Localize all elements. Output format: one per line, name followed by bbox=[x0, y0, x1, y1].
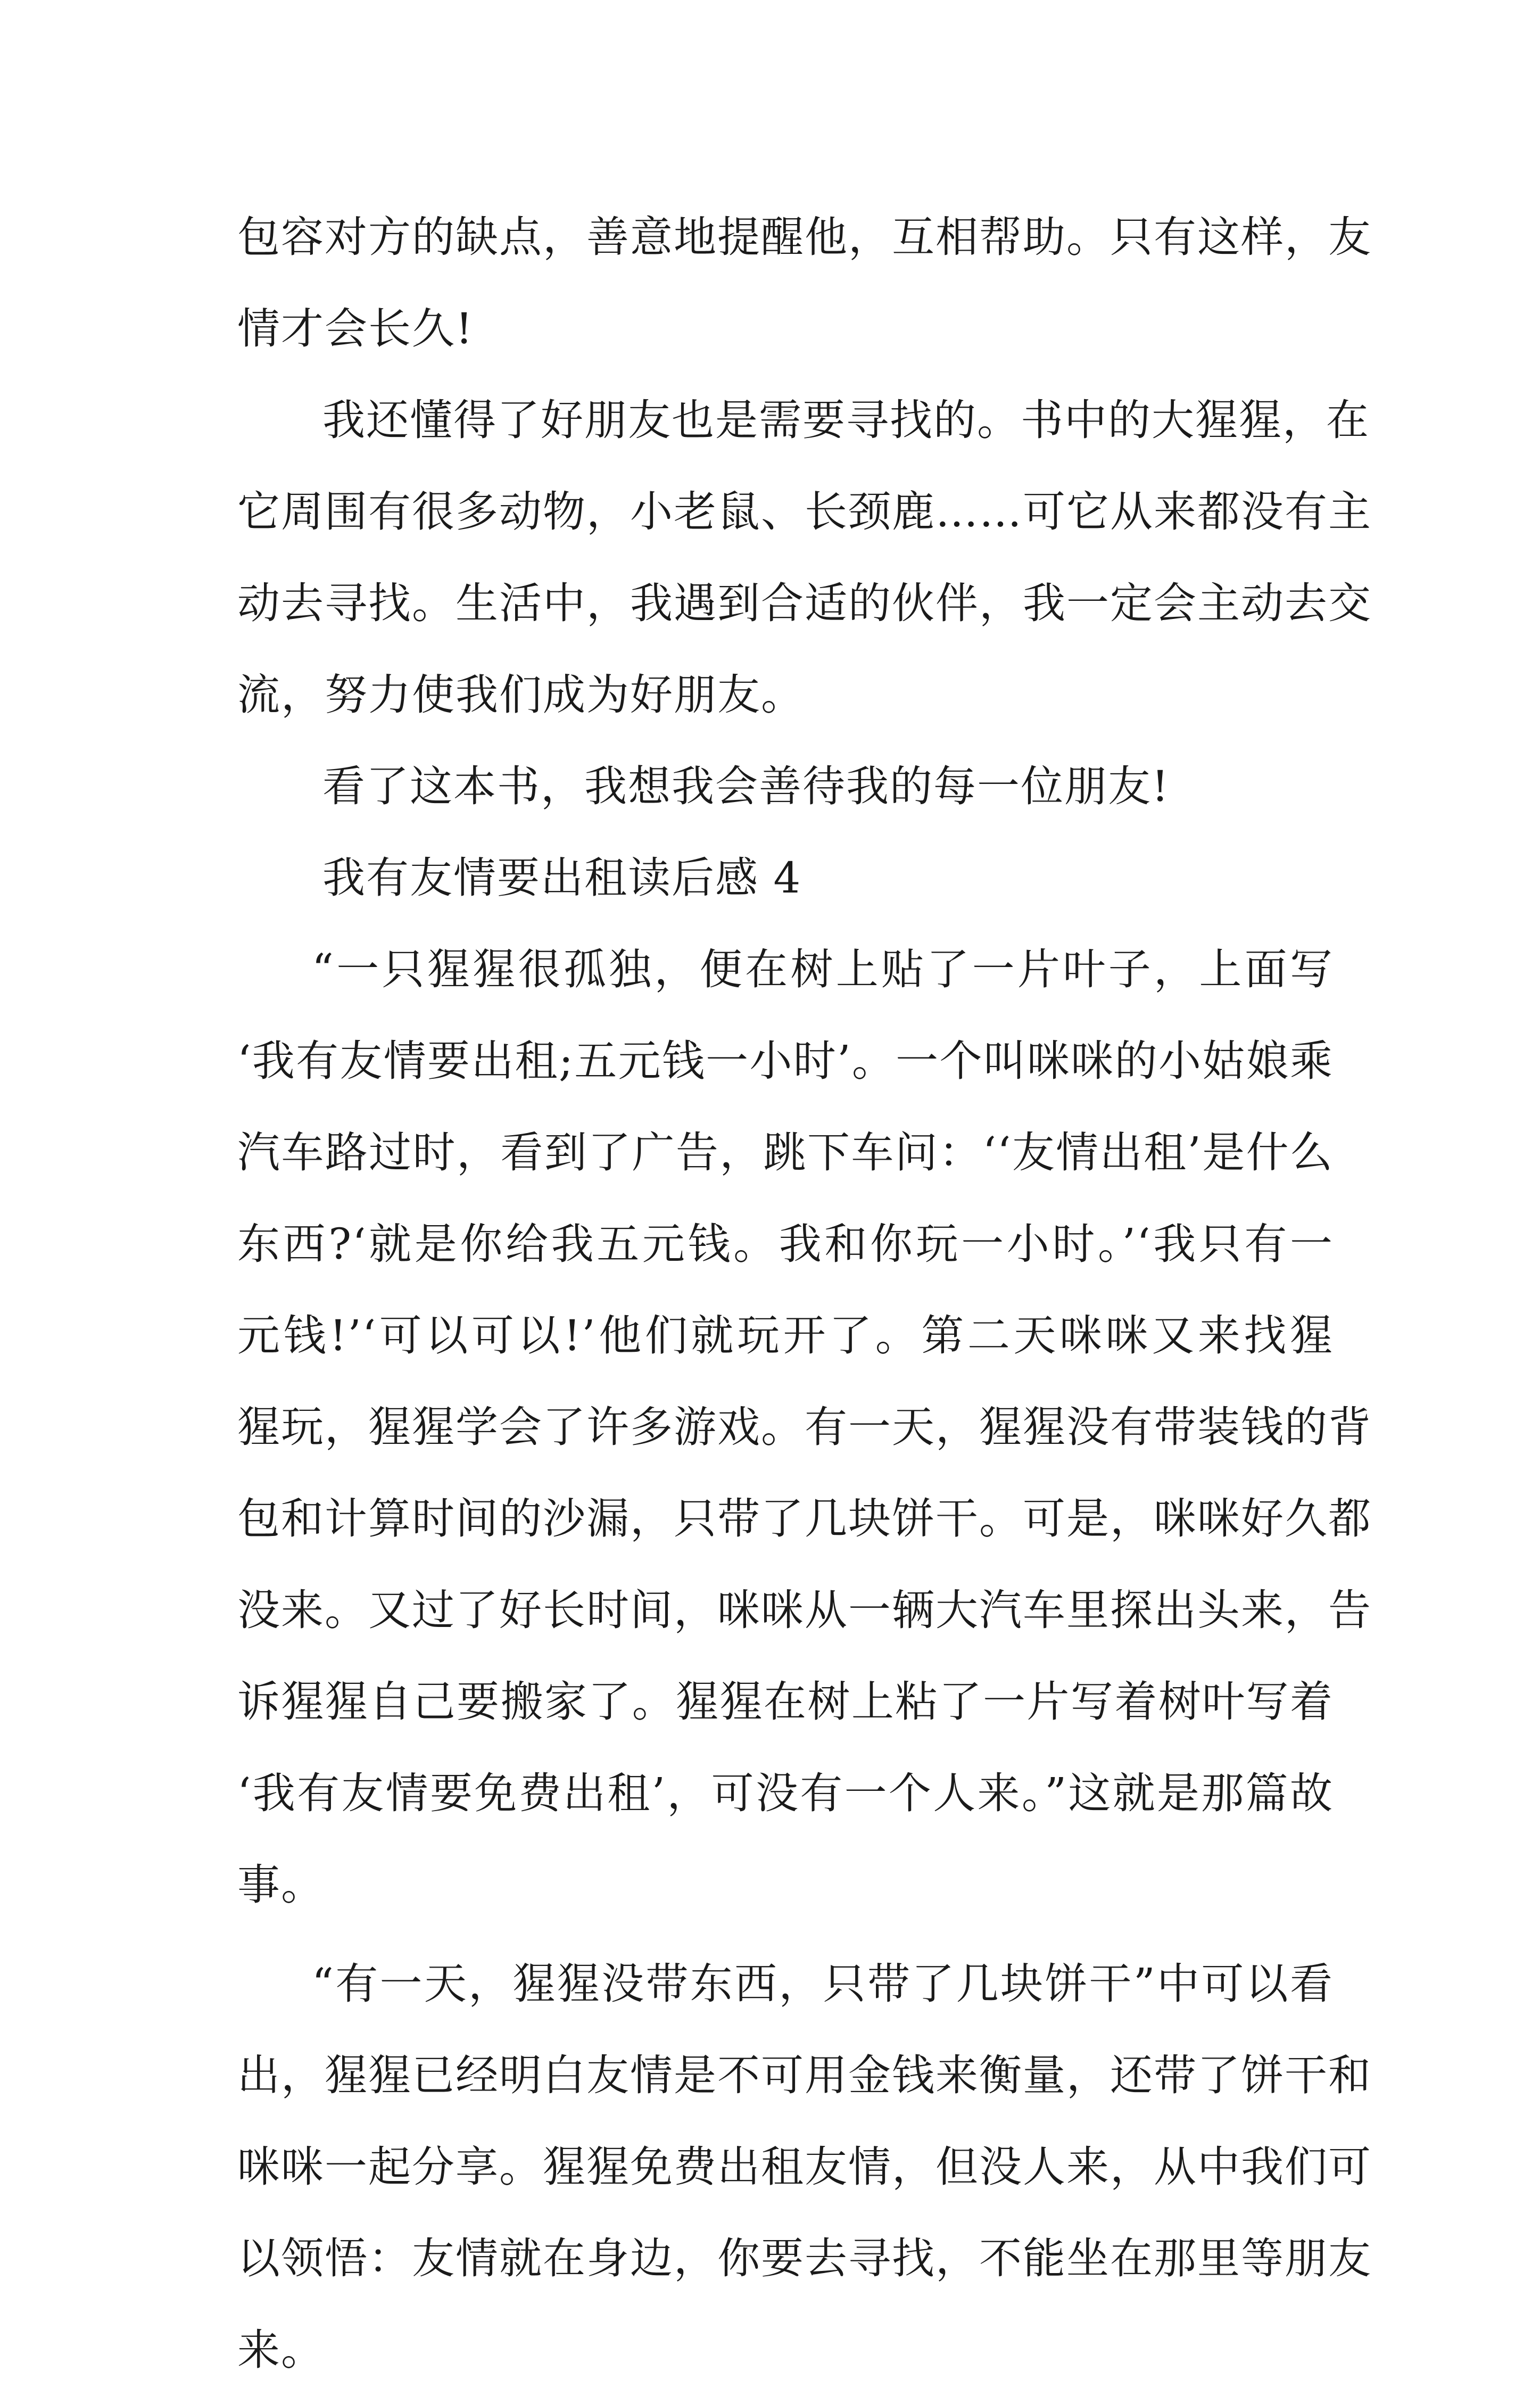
paragraph-line: 出，猩猩已经明白友情是不可用金钱来衡量，还带了饼干和 bbox=[237, 2051, 1372, 2100]
paragraph-line: 来。 bbox=[237, 2325, 325, 2375]
paragraph-line: ‘我有友情要出租;五元钱一小时’。一个叫咪咪的小姑娘乘 bbox=[237, 1036, 1334, 1086]
paragraph-line: ‘我有友情要免费出租’，可没有一个人来。”这就是那篇故 bbox=[237, 1769, 1334, 1818]
paragraph-line: 包和计算时间的沙漏，只带了几块饼干。可是，咪咪好久都 bbox=[237, 1494, 1372, 1543]
paragraph-line: 咪咪一起分享。猩猩免费出租友情，但没人来，从中我们可 bbox=[237, 2142, 1372, 2192]
paragraph-line: 以领悟：友情就在身边，你要去寻找，不能坐在那里等朋友 bbox=[237, 2234, 1372, 2283]
paragraph-line: 包容对方的缺点，善意地提醒他，互相帮助。只有这样，友 bbox=[237, 212, 1372, 262]
paragraph-line: 事。 bbox=[237, 1860, 325, 1910]
paragraph-line: 看了这本书，我想我会善待我的每一位朋友! bbox=[322, 762, 1170, 811]
paragraph-line: 情才会长久! bbox=[237, 304, 474, 353]
paragraph-line: 汽车路过时，看到了广告，跳下车问：‘‘友情出租’是什么 bbox=[237, 1128, 1334, 1177]
paragraph-line: 流，努力使我们成为好朋友。 bbox=[237, 670, 805, 720]
paragraph-line: 它周围有很多动物，小老鼠、长颈鹿……可它从来都没有主 bbox=[237, 487, 1372, 536]
section-heading: 我有友情要出租读后感 4 bbox=[322, 853, 802, 903]
document-body bbox=[237, 192, 1372, 2396]
paragraph-line: 动去寻找。生活中，我遇到合适的伙伴，我一定会主动去交 bbox=[237, 579, 1372, 628]
paragraph-line: “有一天，猩猩没带东西，只带了几块饼干”中可以看 bbox=[312, 1959, 1334, 2009]
paragraph-line: 诉猩猩自己要搬家了。猩猩在树上粘了一片写着树叶写着 bbox=[237, 1677, 1334, 1726]
paragraph-line: 元钱!’‘可以可以!’他们就玩开了。第二天咪咪又来找猩 bbox=[237, 1311, 1334, 1360]
paragraph-line: 猩玩，猩猩学会了许多游戏。有一天，猩猩没有带装钱的背 bbox=[237, 1402, 1372, 1452]
paragraph-line: “一只猩猩很孤独，便在树上贴了一片叶子，上面写 bbox=[312, 945, 1334, 994]
paragraph-line: 东西?‘就是你给我五元钱。我和你玩一小时。’‘我只有一 bbox=[237, 1219, 1334, 1269]
paragraph-line: 我还懂得了好朋友也是需要寻找的。书中的大猩猩，在 bbox=[322, 395, 1370, 445]
paragraph-line: 没来。又过了好长时间，咪咪从一辆大汽车里探出头来，告 bbox=[237, 1585, 1372, 1635]
paragraph-gap bbox=[237, 1931, 1334, 1938]
